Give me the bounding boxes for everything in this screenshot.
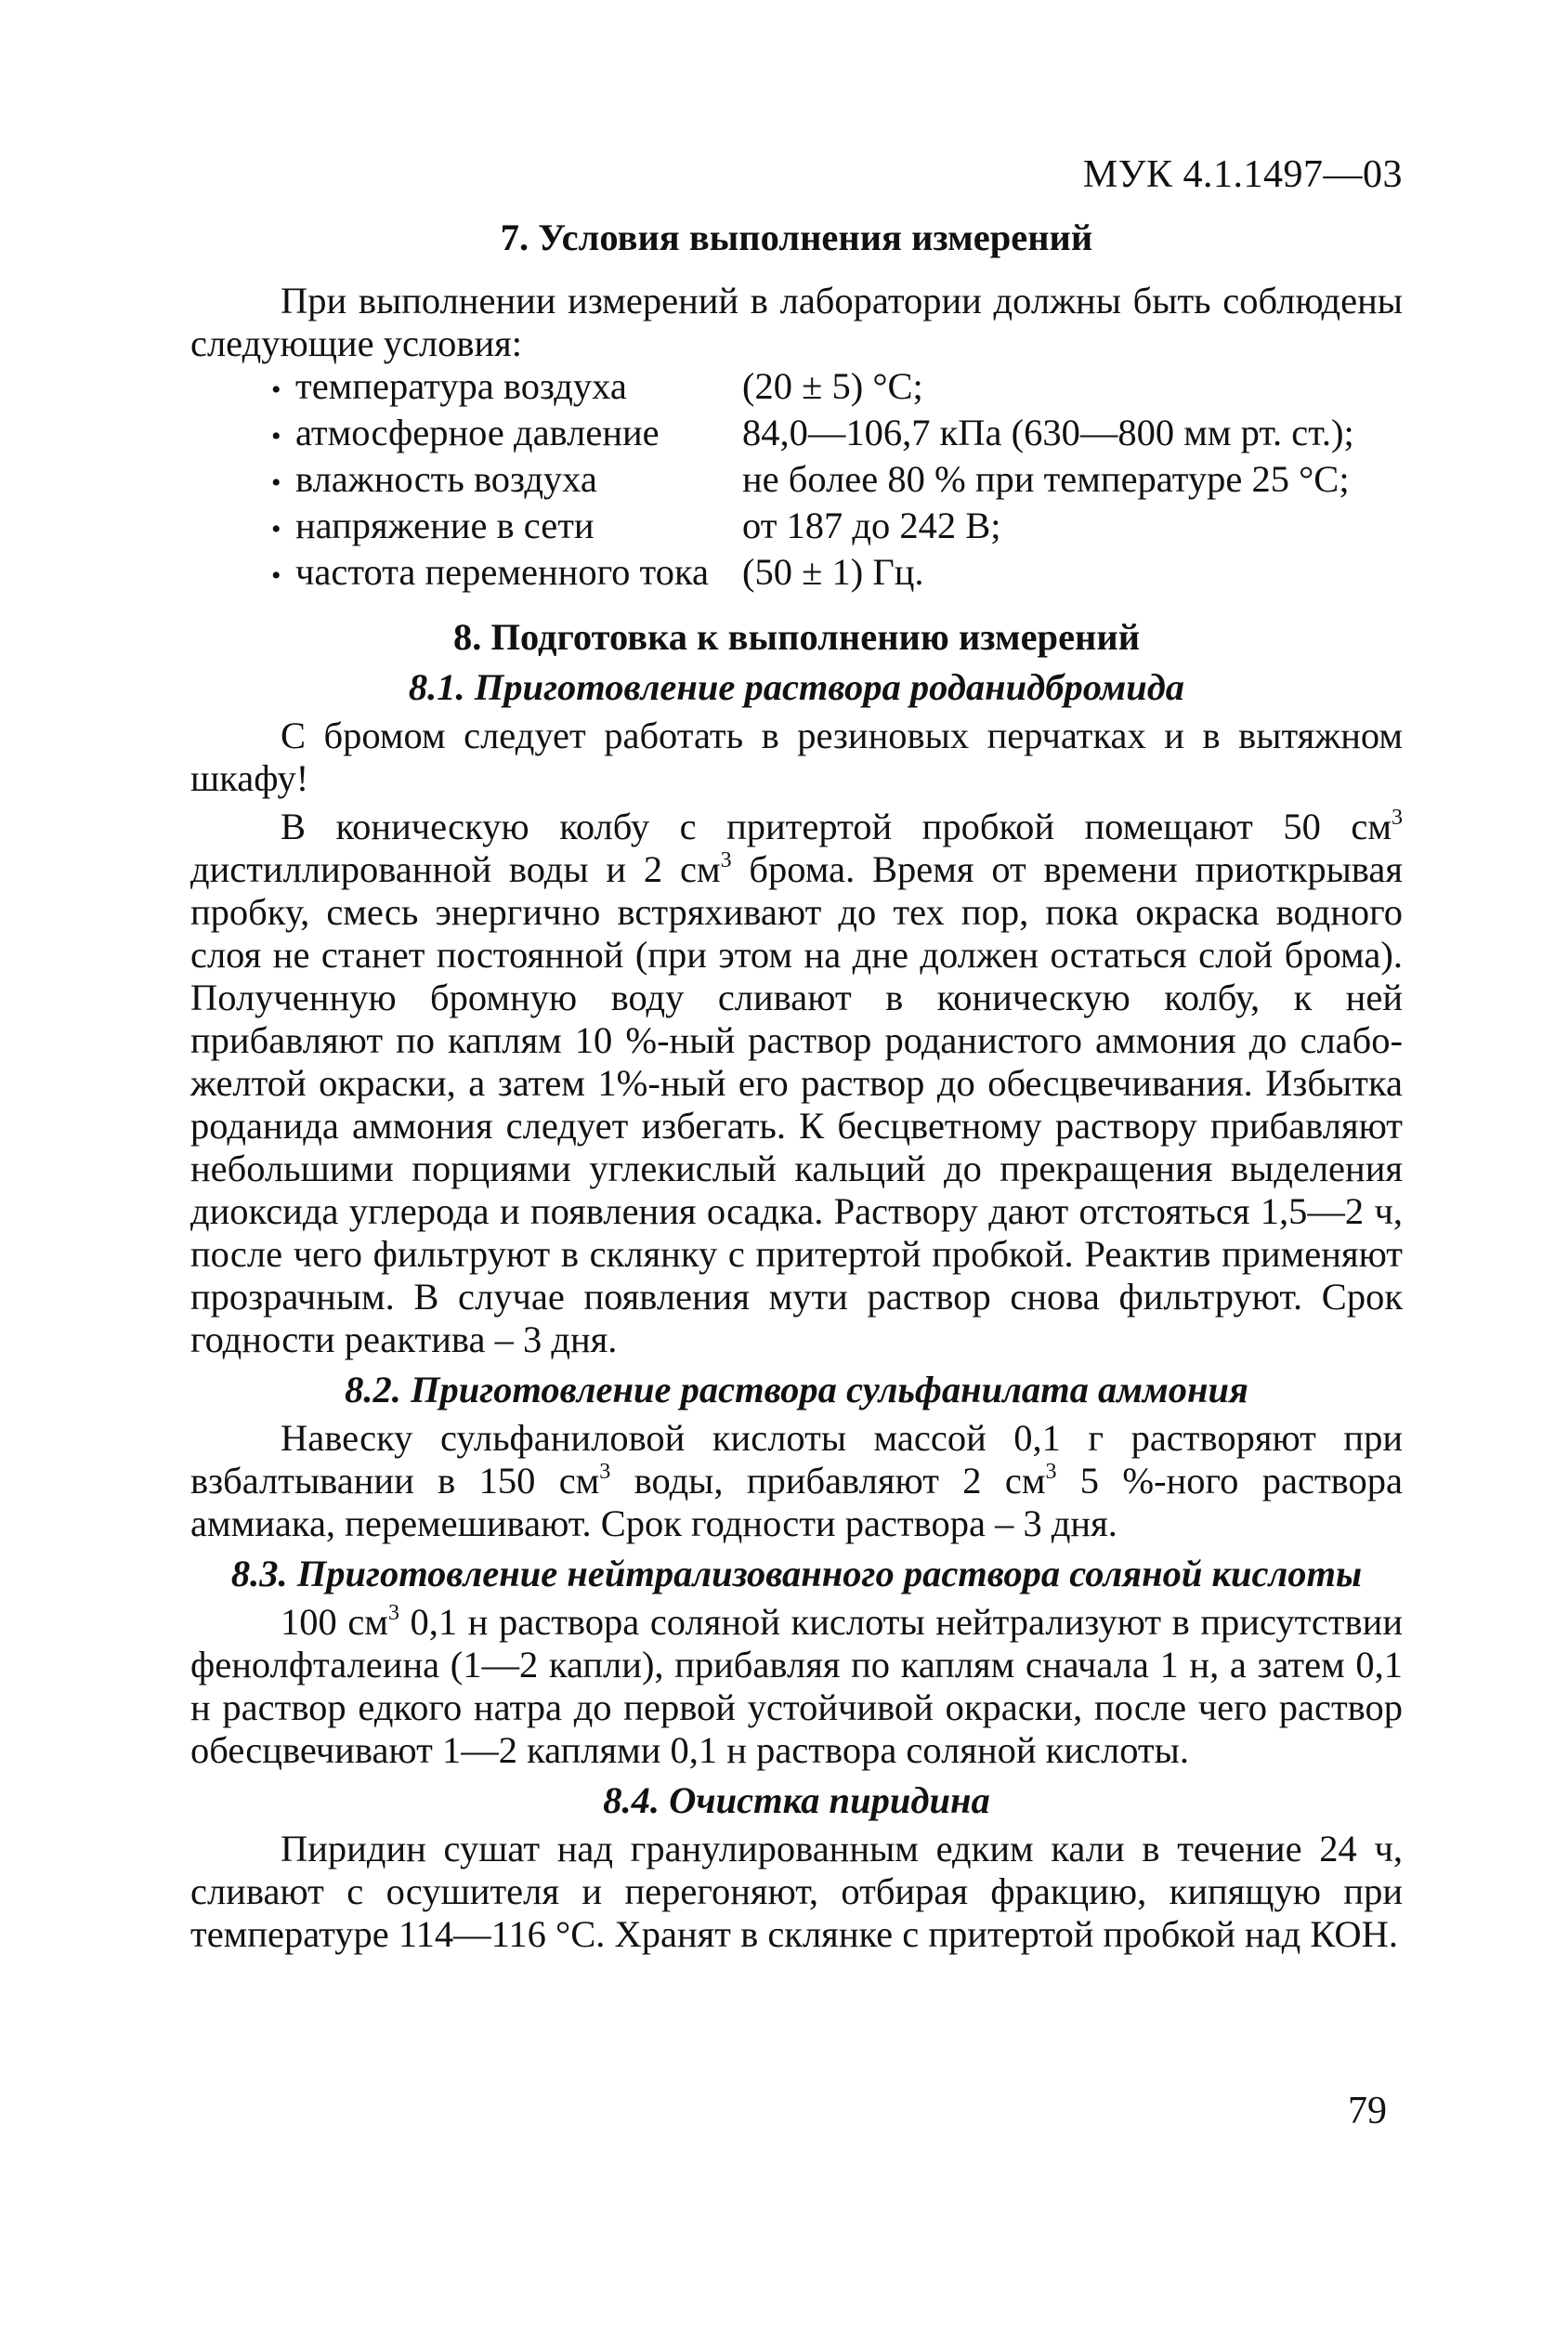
condition-name: атмосферное давление	[295, 412, 660, 453]
subsection-8-2-title: 8.2. Приготовление раствора сульфанилата аммония	[345, 1369, 1248, 1410]
condition-item	[190, 412, 1403, 458]
subsection-8-3-title: 8.3. Приготовление нейтрализованного раствора соляной кислоты	[230, 1553, 1363, 1594]
condition-item	[190, 365, 1403, 412]
bullet-icon: •	[271, 467, 281, 498]
condition-value: не более 80 % при температуре 25 °С;	[742, 458, 1350, 500]
condition-item	[190, 505, 1403, 551]
safety-note: С бромом следует работать в резиновых перчатках и в вытяжном шкафу!	[190, 715, 1403, 799]
condition-item	[190, 458, 1403, 505]
condition-value: 84,0—106,7 кПа (630—800 мм рт. ст.);	[742, 412, 1354, 453]
subsection-8-1-title: 8.1. Приготовление раствора роданидбромида	[408, 666, 1185, 708]
pyridine-purification-procedure: Пиридин сушат над гранулированным едким кали в течение 24 ч, сливают с осушителя и перегоняют, отбирая фракцию, кипящую при температуре 114—116 °С. Хранят в склянке с притертой пробкой над КОН.	[190, 1828, 1403, 1955]
condition-name: напряжение в сети	[295, 505, 595, 546]
bullet-icon: •	[271, 421, 281, 452]
condition-name: частота переменного тока	[295, 551, 710, 593]
section-7-title: 7. Условия выполнения измерений	[500, 216, 1093, 258]
rhodanide-bromide-procedure: В коническую колбу с притертой пробкой помещают 50 $см^3$ дистиллированной воды и 2 $см^3$ брома. Время от времени приоткрывая пробку, смесь энергично встряхивают до тех пор, пока окраска водного слоя не станет постоянной (при этом на дне должен остаться слой брома). Полученную бромную воду сливают в коническую колбу, к ней прибавляют по каплям 10 %-ный раствор роданистого аммония до слабо-желтой окраски, а затем 1%-ный его раствор до обесцвечивания. Избытка роданида аммония следует избегать. К бесцветному раствору прибавляют небольшими порциями углекислый кальций до прекращения выделения диоксида углерода и появления осадка. Раствору дают отстояться 1,5—2 ч, после чего фильтруют в склянку с притертой пробкой. Реактив применяют прозрачным. В случае появления мути раствор снова фильтруют. Срок годности реактива – 3 дня.	[190, 805, 1403, 1360]
condition-name: температура воздуха	[295, 365, 627, 407]
condition-value: (50 ± 1) Гц.	[742, 551, 924, 593]
document-code: МУК 4.1.1497—03	[1082, 153, 1403, 196]
page-number: 79	[1348, 2090, 1387, 2132]
neutralized-acid-procedure: 100 $см^3$ 0,1 н раствора соляной кислоты нейтрализуют в присутствии фенолфталеина (1—2 капли), прибавляя по каплям сначала 1 н, а затем 0,1 н раствор едкого натра до первой устойчивой окраски, после чего раствор обесцвечивают 1—2 каплями 0,1 н раствора соляной кислоты.	[190, 1600, 1403, 1771]
condition-item	[190, 551, 1403, 597]
condition-value: (20 ± 5) °С;	[742, 365, 923, 407]
section-7-intro: При выполнении измерений в лаборатории должны быть соблюдены следующие условия:	[190, 280, 1403, 364]
bullet-icon: •	[271, 374, 281, 405]
condition-name: влажность воздуха	[295, 458, 597, 500]
sulfanilate-procedure: Навеску сульфаниловой кислоты массой 0,1 г растворяют при взбалтывании в 150 $см^3$ воды, прибавляют 2 $см^3$ 5 %-ного раствора аммиака, перемешивают. Срок годности раствора – 3 дня.	[190, 1417, 1403, 1544]
condition-value: от 187 до 242 В;	[742, 505, 1001, 546]
bullet-icon: •	[271, 560, 281, 591]
document-page	[190, 153, 1403, 1956]
bullet-icon: •	[271, 514, 281, 544]
section-8-title: 8. Подготовка к выполнению измерений	[452, 616, 1141, 658]
subsection-8-4-title: 8.4. Очистка пиридина	[603, 1779, 990, 1821]
conditions-list	[190, 365, 1403, 597]
